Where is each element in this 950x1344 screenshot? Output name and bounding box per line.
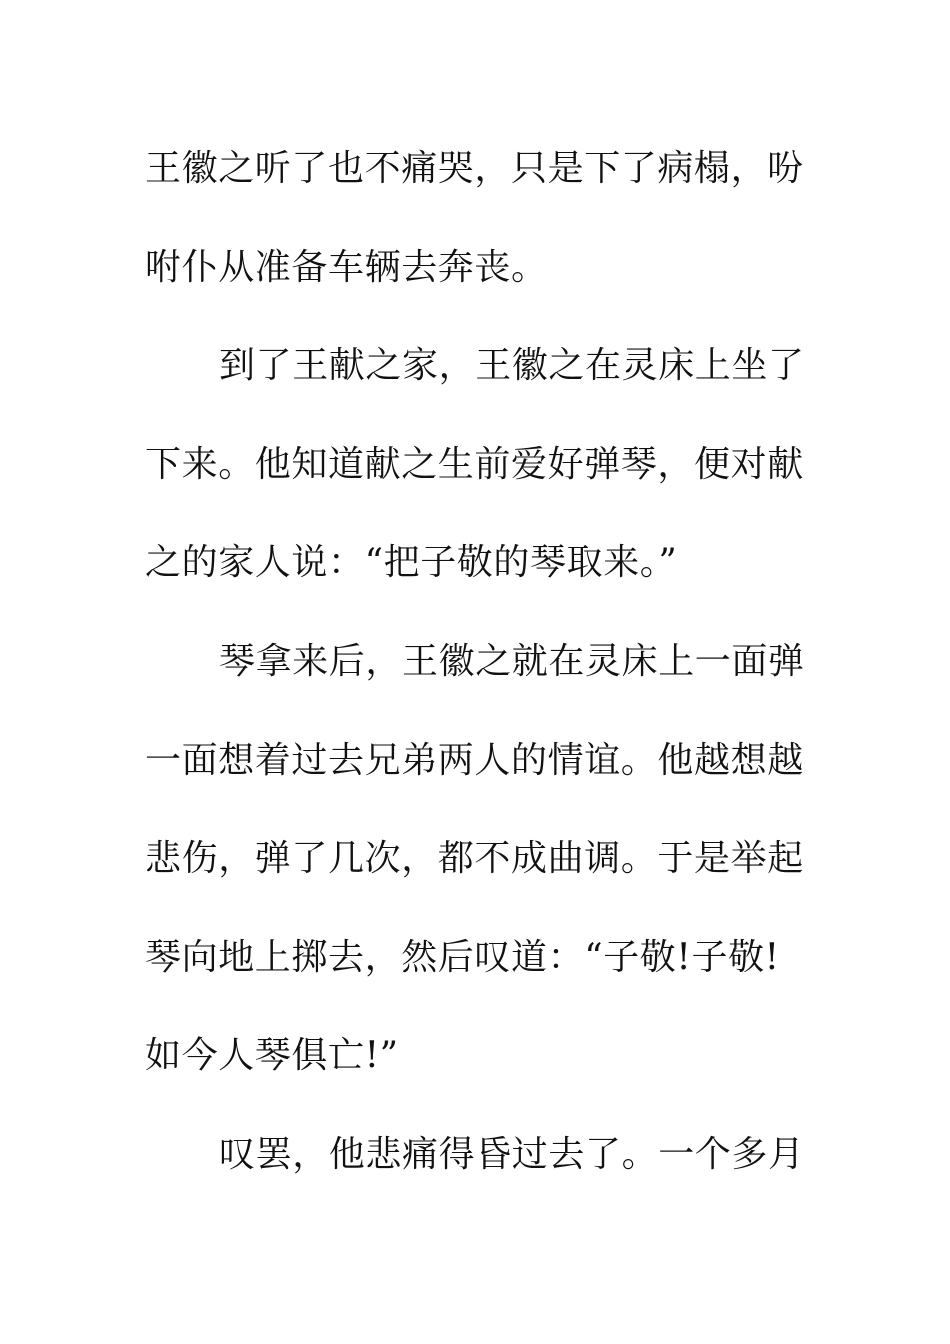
paragraph-start-line: 叹罢，他悲痛得昏过去了。一个多月 xyxy=(219,1133,805,1175)
text-line: 下来。他知道献之生前爱好弹琴，便对献 xyxy=(145,443,804,485)
text-line: 王徽之听了也不痛哭，只是下了病榻，吩 xyxy=(145,148,804,189)
paragraph-start-line: 到了王献之家，王徽之在灵床上坐了 xyxy=(219,345,805,387)
text-line: 琴向地上掷去，然后叹道：“子敬!子敬! xyxy=(145,936,780,978)
text-line: 悲伤，弹了几次，都不成曲调。于是举起 xyxy=(145,838,804,880)
text-line: 之的家人说：“把子敬的琴取来。” xyxy=(145,542,678,584)
text-line: 一面想着过去兄弟两人的情谊。他越想越 xyxy=(145,739,804,781)
text-line: 如今人琴俱亡!” xyxy=(145,1035,399,1077)
body-text xyxy=(145,120,825,1205)
text-line: 咐仆从准备车辆去奔丧。 xyxy=(145,246,548,288)
paragraph-start-line: 琴拿来后，王徽之就在灵床上一面弹 xyxy=(219,640,805,682)
